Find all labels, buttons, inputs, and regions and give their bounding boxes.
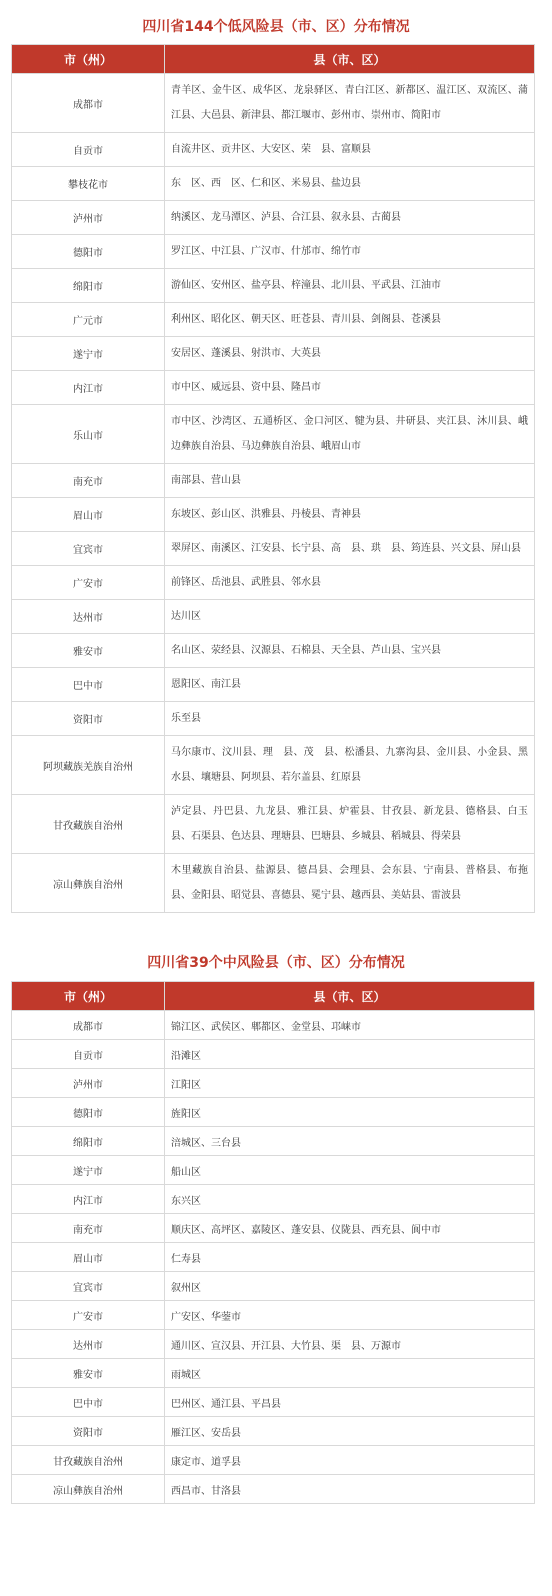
- table-row: [12, 269, 535, 303]
- table-row: [12, 464, 535, 498]
- counties-cell: 叙州区: [165, 1272, 535, 1301]
- counties-cell: 旌阳区: [165, 1098, 535, 1127]
- counties-cell: 利州区、昭化区、朝天区、旺苍县、青川县、剑阁县、苍溪县: [165, 303, 535, 337]
- counties-cell: 顺庆区、高坪区、嘉陵区、蓬安县、仪陇县、西充县、阆中市: [165, 1214, 535, 1243]
- counties-cell: 名山区、荥经县、汉源县、石棉县、天全县、芦山县、宝兴县: [165, 634, 535, 668]
- city-cell: 阿坝藏族羌族自治州: [12, 736, 165, 795]
- counties-cell: 达川区: [165, 600, 535, 634]
- table-row: [12, 498, 535, 532]
- counties-cell: 雨城区: [165, 1359, 535, 1388]
- city-cell: 眉山市: [12, 1243, 165, 1272]
- counties-cell: 东兴区: [165, 1185, 535, 1214]
- counties-cell: 江阳区: [165, 1069, 535, 1098]
- counties-cell: 罗江区、中江县、广汉市、什邡市、绵竹市: [165, 235, 535, 269]
- city-cell: 德阳市: [12, 1098, 165, 1127]
- city-cell: 凉山彝族自治州: [12, 1475, 165, 1504]
- city-cell: 内江市: [12, 371, 165, 405]
- counties-cell: 西昌市、甘洛县: [165, 1475, 535, 1504]
- counties-cell: 青羊区、金牛区、成华区、龙泉驿区、青白江区、新都区、温江区、双流区、蒲江县、大邑县、新津县、都江堰市、彭州市、崇州市、简阳市: [165, 74, 535, 133]
- table-row: [12, 634, 535, 668]
- city-cell: 甘孜藏族自治州: [12, 1446, 165, 1475]
- header-city: 市（州）: [12, 982, 165, 1011]
- table-header: [12, 45, 535, 74]
- counties-cell: 广安区、华蓥市: [165, 1301, 535, 1330]
- table-row: [12, 201, 535, 235]
- table-row: [12, 1359, 535, 1388]
- table-row: [12, 1040, 535, 1069]
- counties-cell: 仁寿县: [165, 1243, 535, 1272]
- city-cell: 攀枝花市: [12, 167, 165, 201]
- counties-cell: 木里藏族自治县、盐源县、德昌县、会理县、会东县、宁南县、普格县、布拖县、金阳县、昭觉县、喜德县、冕宁县、越西县、美姑县、雷波县: [165, 854, 535, 913]
- header-city: 市（州）: [12, 45, 165, 74]
- table-row: [12, 1475, 535, 1504]
- counties-cell: 泸定县、丹巴县、九龙县、雅江县、炉霍县、甘孜县、新龙县、德格县、白玉县、石渠县、色达县、理塘县、巴塘县、乡城县、稻城县、得荣县: [165, 795, 535, 854]
- low-risk-title: 四川省144个低风险县（市、区）分布情况: [142, 19, 410, 35]
- table-row: [12, 1011, 535, 1040]
- city-cell: 甘孜藏族自治州: [12, 795, 165, 854]
- table-row: [12, 795, 535, 854]
- city-cell: 遂宁市: [12, 1156, 165, 1185]
- table-row: [12, 600, 535, 634]
- table-row: [12, 1272, 535, 1301]
- city-cell: 宜宾市: [12, 532, 165, 566]
- city-cell: 绵阳市: [12, 269, 165, 303]
- city-cell: 泸州市: [12, 1069, 165, 1098]
- counties-cell: 涪城区、三台县: [165, 1127, 535, 1156]
- city-cell: 资阳市: [12, 702, 165, 736]
- city-cell: 遂宁市: [12, 337, 165, 371]
- counties-cell: 雁江区、安岳县: [165, 1417, 535, 1446]
- low-risk-table: [11, 44, 535, 913]
- table-row: [12, 702, 535, 736]
- table-row: [12, 1098, 535, 1127]
- table-row: [12, 235, 535, 269]
- counties-cell: 锦江区、武侯区、郫都区、金堂县、邛崃市: [165, 1011, 535, 1040]
- city-cell: 资阳市: [12, 1417, 165, 1446]
- city-cell: 绵阳市: [12, 1127, 165, 1156]
- city-cell: 雅安市: [12, 634, 165, 668]
- city-cell: 雅安市: [12, 1359, 165, 1388]
- table-row: [12, 303, 535, 337]
- table-row: [12, 854, 535, 913]
- table-header: [12, 982, 535, 1011]
- city-cell: 广安市: [12, 566, 165, 600]
- table-row: [12, 566, 535, 600]
- table-row: [12, 1446, 535, 1475]
- counties-cell: 安居区、蓬溪县、射洪市、大英县: [165, 337, 535, 371]
- counties-cell: 康定市、道孚县: [165, 1446, 535, 1475]
- city-cell: 巴中市: [12, 1388, 165, 1417]
- city-cell: 凉山彝族自治州: [12, 854, 165, 913]
- table-row: [12, 1388, 535, 1417]
- table-row: [12, 736, 535, 795]
- city-cell: 成都市: [12, 74, 165, 133]
- city-cell: 广安市: [12, 1301, 165, 1330]
- city-cell: 乐山市: [12, 405, 165, 464]
- table-row: [12, 1243, 535, 1272]
- table-row: [12, 1330, 535, 1359]
- city-cell: 达州市: [12, 1330, 165, 1359]
- table-row: [12, 167, 535, 201]
- city-cell: 泸州市: [12, 201, 165, 235]
- city-cell: 巴中市: [12, 668, 165, 702]
- medium-risk-title: 四川省39个中风险县（市、区）分布情况: [147, 955, 405, 971]
- counties-cell: 翠屏区、南溪区、江安县、长宁县、高 县、珙 县、筠连县、兴文县、屏山县: [165, 532, 535, 566]
- city-cell: 南充市: [12, 464, 165, 498]
- table-row: [12, 337, 535, 371]
- city-cell: 内江市: [12, 1185, 165, 1214]
- city-cell: 德阳市: [12, 235, 165, 269]
- table-row: [12, 1185, 535, 1214]
- table-row: [12, 1127, 535, 1156]
- header-counties: 县（市、区）: [165, 982, 535, 1011]
- table-row: [12, 1417, 535, 1446]
- counties-cell: 通川区、宣汉县、开江县、大竹县、渠 县、万源市: [165, 1330, 535, 1359]
- table-row: [12, 371, 535, 405]
- counties-cell: 自流井区、贡井区、大安区、荣 县、富顺县: [165, 133, 535, 167]
- counties-cell: 恩阳区、南江县: [165, 668, 535, 702]
- counties-cell: 东坡区、彭山区、洪雅县、丹棱县、青神县: [165, 498, 535, 532]
- counties-cell: 船山区: [165, 1156, 535, 1185]
- table-row: [12, 133, 535, 167]
- table-row: [12, 1156, 535, 1185]
- city-cell: 自贡市: [12, 1040, 165, 1069]
- city-cell: 成都市: [12, 1011, 165, 1040]
- city-cell: 南充市: [12, 1214, 165, 1243]
- table-row: [12, 74, 535, 133]
- counties-cell: 东 区、西 区、仁和区、米易县、盐边县: [165, 167, 535, 201]
- table-row: [12, 532, 535, 566]
- counties-cell: 市中区、威远县、资中县、隆昌市: [165, 371, 535, 405]
- table-row: [12, 668, 535, 702]
- city-cell: 自贡市: [12, 133, 165, 167]
- table-row: [12, 1301, 535, 1330]
- counties-cell: 市中区、沙湾区、五通桥区、金口河区、犍为县、井研县、夹江县、沐川县、峨边彝族自治县、马边彝族自治县、峨眉山市: [165, 405, 535, 464]
- header-counties: 县（市、区）: [165, 45, 535, 74]
- city-cell: 广元市: [12, 303, 165, 337]
- city-cell: 达州市: [12, 600, 165, 634]
- counties-cell: 沿滩区: [165, 1040, 535, 1069]
- counties-cell: 前锋区、岳池县、武胜县、邻水县: [165, 566, 535, 600]
- counties-cell: 乐至县: [165, 702, 535, 736]
- counties-cell: 纳溪区、龙马潭区、泸县、合江县、叙永县、古蔺县: [165, 201, 535, 235]
- table-row: [12, 405, 535, 464]
- counties-cell: 南部县、营山县: [165, 464, 535, 498]
- medium-risk-table: [11, 981, 535, 1504]
- table-row: [12, 1214, 535, 1243]
- city-cell: 眉山市: [12, 498, 165, 532]
- counties-cell: 巴州区、通江县、平昌县: [165, 1388, 535, 1417]
- counties-cell: 马尔康市、汶川县、理 县、茂 县、松潘县、九寨沟县、金川县、小金县、黑水县、壤塘县、阿坝县、若尔盖县、红原县: [165, 736, 535, 795]
- table-row: [12, 1069, 535, 1098]
- city-cell: 宜宾市: [12, 1272, 165, 1301]
- counties-cell: 游仙区、安州区、盐亭县、梓潼县、北川县、平武县、江油市: [165, 269, 535, 303]
